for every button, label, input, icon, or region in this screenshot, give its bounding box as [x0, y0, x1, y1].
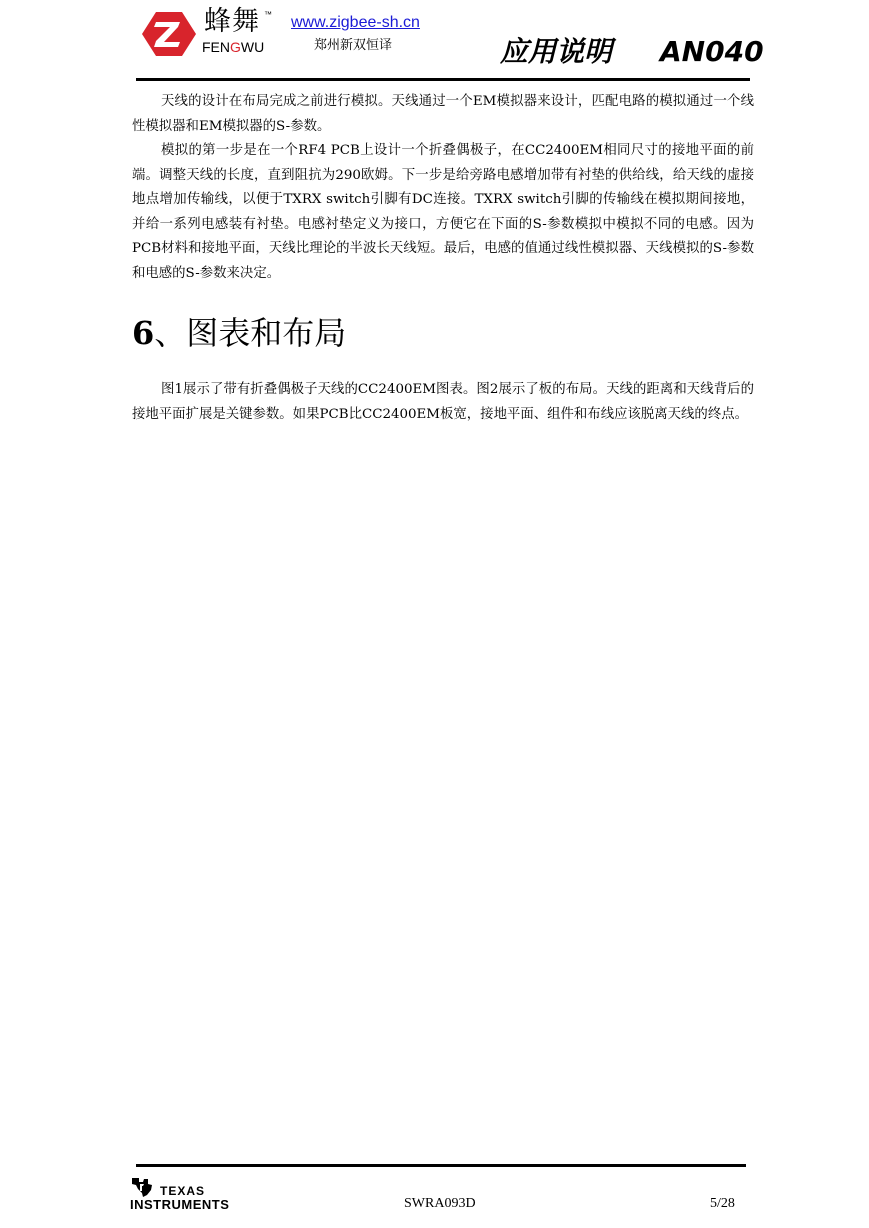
website-link[interactable]: www.zigbee-sh.cn — [291, 14, 420, 31]
page-number: 5/28 — [710, 1196, 735, 1211]
logo-en-part3: WU — [240, 39, 265, 55]
texas-instruments-logo — [130, 1175, 260, 1215]
document-code-title: AN040 — [660, 35, 764, 68]
page-header — [0, 0, 869, 84]
paragraph-simulation-steps: 模拟的第一步是在一个RF4 PCB上设计一个折叠偶极子，在CC2400EM相同尺寸的接地平面的前端。调整天线的长度，直到阻抗为290欧姆。下一步是给旁路电感增加带有衬垫的供给线，给天线的虚接地点增加传输线，以便于TXRX switch引脚有DC连接。TXRX switch引脚的传输线在模拟期间接地，并给一系列电感装有衬垫。电感衬垫定义为接口，方便它在下面的S-参数模拟中模拟不同的电感。因为PCB材料和接地平面，天线比理论的半波长天线短。最后，电感的值通过线性模拟器、天线模拟的S-参数和电感的S-参数来决定。 — [132, 143, 754, 281]
document-type-title: 应用说明 — [500, 35, 613, 68]
translator-credit: 郑州新双恒译 — [314, 38, 393, 53]
section-title-text: 、图表和布局 — [154, 314, 347, 352]
fengwu-logo-icon — [142, 10, 196, 58]
ti-logo-line2: INSTRUMENTS — [130, 1197, 230, 1212]
logo-chinese-text: 蜂舞 — [204, 6, 260, 37]
footer-divider — [136, 1164, 746, 1167]
paragraph-simulation-intro: 天线的设计在布局完成之前进行模拟。天线通过一个EM模拟器来设计，匹配电路的模拟通过一个线性模拟器和EM模拟器的S-参数。 — [132, 94, 754, 134]
logo-en-part2: G — [230, 39, 241, 55]
ti-state-icon — [130, 1176, 154, 1198]
ti-logo-line1: TEXAS — [160, 1184, 206, 1198]
page-content — [132, 90, 754, 427]
section-heading — [132, 310, 754, 356]
logo-english-text — [202, 39, 264, 55]
trademark-mark: ™ — [264, 10, 272, 19]
header-divider — [136, 78, 750, 81]
section-number: 6 — [132, 314, 155, 352]
document-number: SWRA093D — [404, 1196, 476, 1211]
logo-en-part1: FEN — [202, 39, 230, 55]
paragraph-schematic-layout: 图1展示了带有折叠偶极子天线的CC2400EM图表。图2展示了板的布局。天线的距离和天线背后的接地平面扩展是关键参数。如果PCB比CC2400EM板宽，接地平面、组件和布线应该脱离天线的终点。 — [132, 382, 754, 422]
